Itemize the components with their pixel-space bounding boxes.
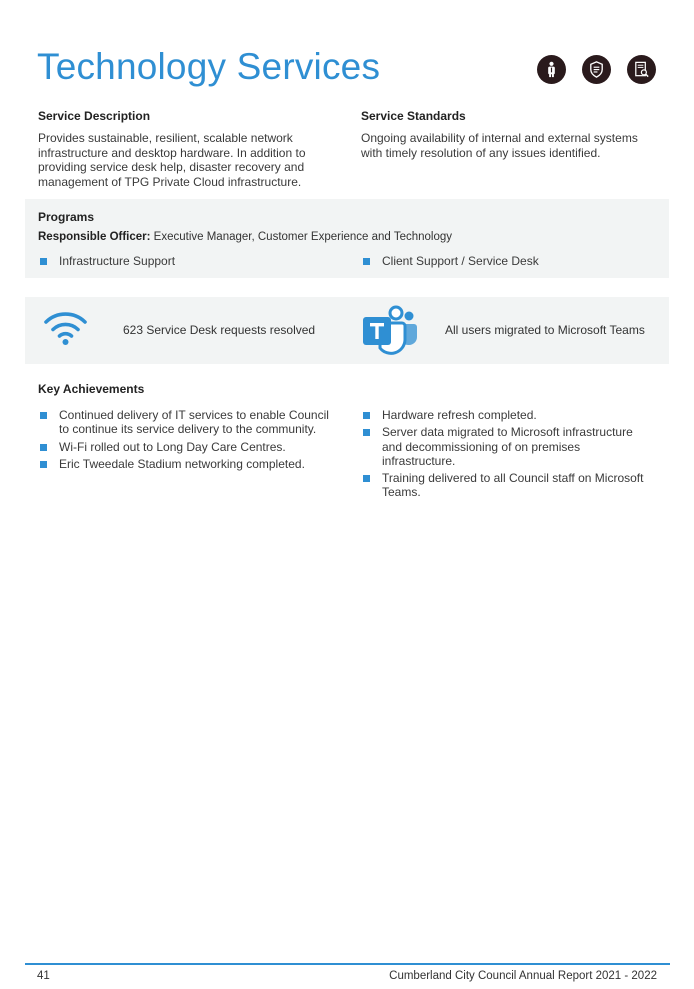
responsible-officer-value: Executive Manager, Customer Experience and Technology: [153, 231, 452, 243]
responsible-officer-label: Responsible Officer:: [38, 231, 151, 243]
service-description-heading: Service Description: [38, 109, 151, 123]
document-search-icon: [627, 55, 656, 84]
microsoft-teams-icon: [362, 304, 418, 356]
bullet-square-icon: [363, 475, 370, 482]
bullet-square-icon: [363, 429, 370, 436]
achievements-list-right: [361, 408, 661, 503]
page-title: Technology Services: [37, 46, 381, 87]
service-description-text: Provides sustainable, resilient, scalable network infrastructure and desktop hardware. In addition to providing service desk help, disaster recovery and management of TPG Private Cloud infrastructure.: [38, 131, 306, 189]
list-item: Wi-Fi rolled out to Long Day Care Centres.: [38, 440, 348, 454]
wifi-icon: [43, 309, 88, 347]
stats-panel: [25, 297, 669, 364]
achievements-list-left: [38, 408, 348, 474]
program-item: Client Support / Service Desk: [361, 254, 539, 269]
stat-service-desk-requests: 623 Service Desk requests resolved: [123, 323, 316, 337]
community-person-icon: [537, 55, 566, 84]
bullet-square-icon: [363, 412, 370, 419]
list-item: Hardware refresh completed.: [361, 408, 661, 422]
list-item: Server data migrated to Microsoft infrastructure and decommissioning of on premises infrastructure.: [361, 425, 661, 468]
service-standards-text: Ongoing availability of internal and external systems with timely resolution of any issues identified.: [361, 131, 638, 160]
programs-panel: [25, 199, 669, 278]
page-number: 41: [37, 970, 50, 982]
list-item: Continued delivery of IT services to enable Council to continue its service delivery to the community.: [38, 408, 348, 437]
service-standards-heading: Service Standards: [361, 109, 466, 123]
bullet-square-icon: [40, 412, 47, 419]
list-item: Training delivered to all Council staff on Microsoft Teams.: [361, 471, 661, 500]
bullet-square-icon: [40, 258, 47, 265]
responsible-officer: [38, 231, 452, 243]
header-icons: [537, 55, 656, 84]
stat-teams-migration: All users migrated to Microsoft Teams: [445, 323, 645, 337]
bullet-square-icon: [40, 461, 47, 468]
shield-document-icon: [582, 55, 611, 84]
key-achievements-heading: Key Achievements: [38, 382, 145, 396]
bullet-square-icon: [363, 258, 370, 265]
list-item: Eric Tweedale Stadium networking completed.: [38, 457, 348, 471]
footer-report-title: Cumberland City Council Annual Report 2021 - 2022: [389, 970, 657, 982]
program-item: Infrastructure Support: [38, 254, 175, 269]
bullet-square-icon: [40, 444, 47, 451]
footer-divider: [25, 963, 670, 965]
programs-heading: Programs: [38, 210, 95, 224]
